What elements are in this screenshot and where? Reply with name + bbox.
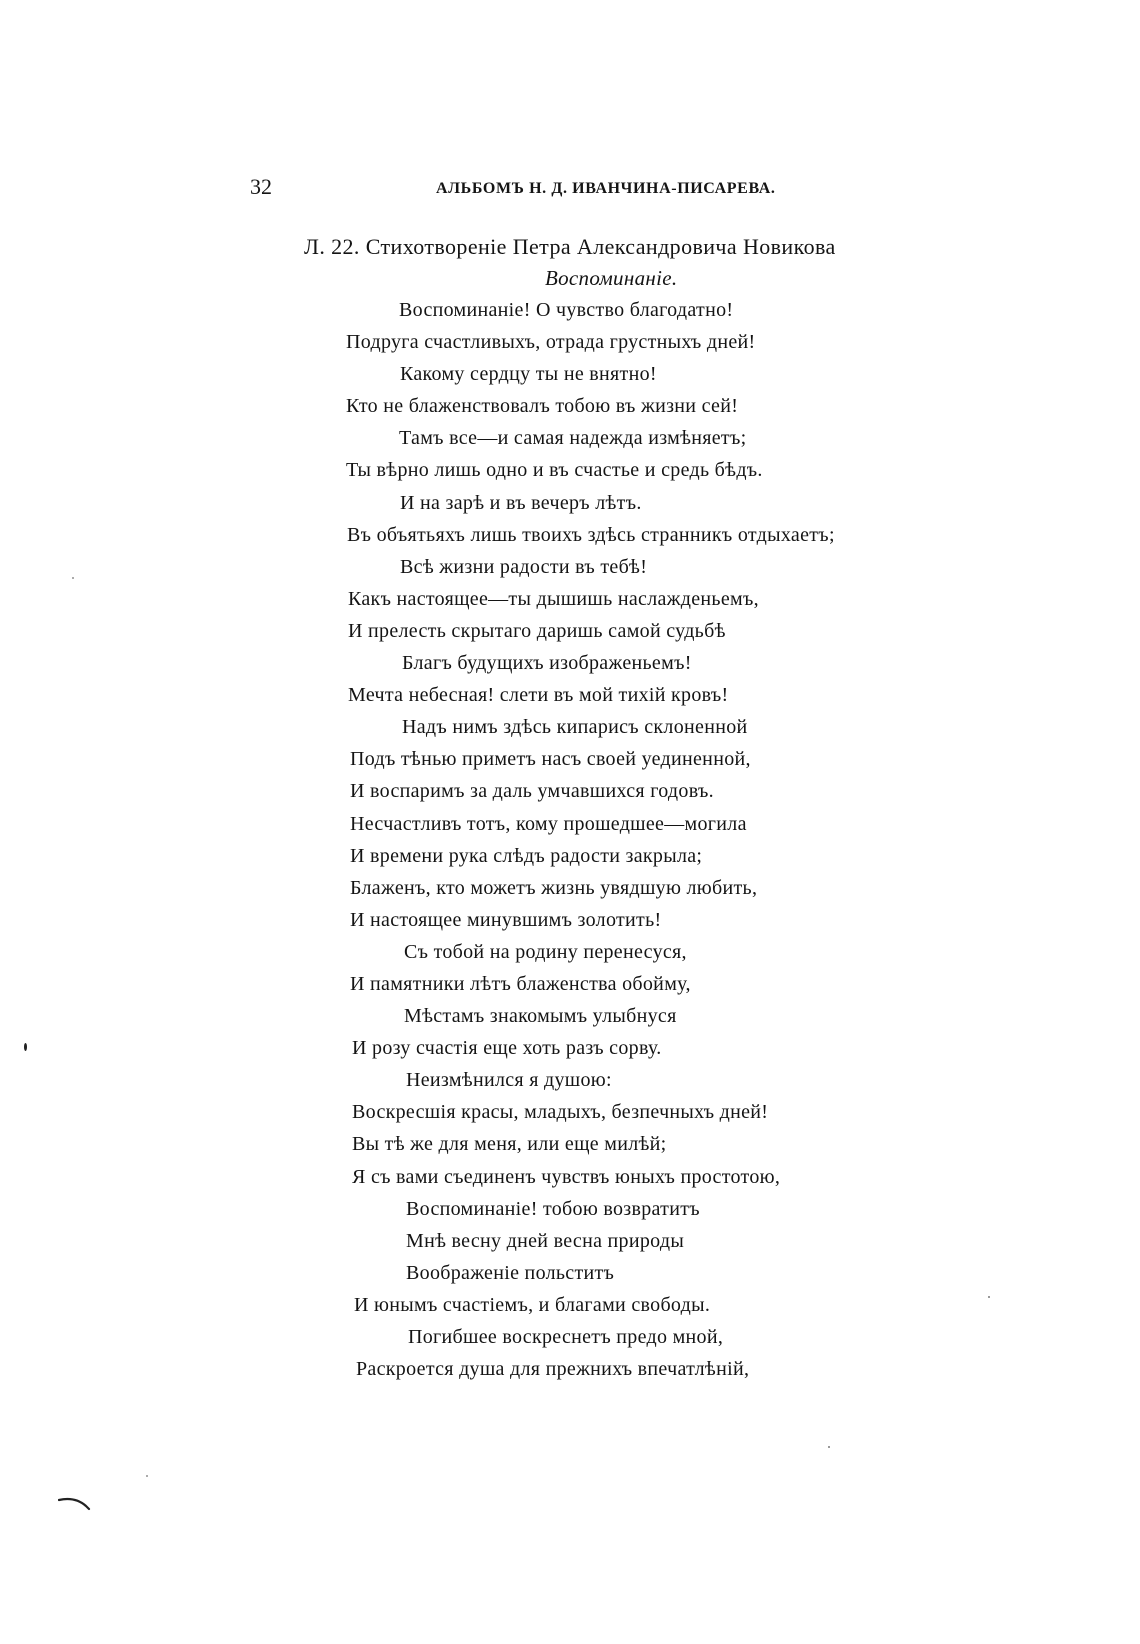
verse-line: И розу счастія еще хоть разъ сорву. (352, 1037, 662, 1060)
verse-line: Погибшее воскреснетъ предо мной, (408, 1326, 724, 1348)
verse-line: И времени рука слѣдъ радости закрыла; (350, 844, 703, 867)
entry-heading: Л. 22. Стихотвореніе Петра Александровича Новикова (304, 234, 836, 259)
verse-line: Съ тобой на родину перенесуся, (404, 940, 687, 963)
page-number: 32 (250, 174, 272, 199)
verse-line: Въ объятьяхъ лишь твоихъ здѣсь странникъ отдыхаетъ; (347, 523, 835, 546)
ink-speck (24, 1043, 27, 1051)
verse-line: Подъ тѣнью приметъ насъ своей уединенной, (350, 748, 751, 771)
verse-line: Кто не блаженствовалъ тобою въ жизни сей! (346, 395, 739, 418)
verse-line: И воспаримъ за даль умчавшихся годовъ. (350, 780, 714, 803)
verse-line: И памятники лѣтъ блаженства обойму, (350, 972, 691, 995)
verse-line: Я съ вами съединенъ чувствъ юныхъ простотою, (352, 1165, 781, 1188)
verse-line: Несчастливъ тотъ, кому прошедшее—могила (350, 812, 747, 835)
verse-line: Надъ нимъ здѣсь кипарисъ склоненной (402, 716, 748, 739)
verse-line: Вы тѣ же для меня, или еще милѣй; (352, 1133, 667, 1156)
verse-line: Воспоминаніе! О чувство благодатно! (399, 299, 734, 321)
ink-speck (72, 577, 74, 579)
verse-line: Раскроется душа для прежнихъ впечатлѣній, (356, 1358, 750, 1381)
poem-verse (0, 294, 1140, 1385)
verse-line: И прелесть скрытаго даришь самой судьбѣ (348, 619, 726, 642)
poem-title: Воспоминаніе. (545, 266, 678, 290)
verse-line: Какъ настоящее—ты дышишь наслажденьемъ, (348, 587, 759, 610)
verse-line: Воображеніе польститъ (406, 1261, 615, 1284)
verse-line: Подруга счастливыхъ, отрада грустныхъ дней! (346, 331, 756, 354)
verse-line: Неизмѣнился я душою: (406, 1069, 612, 1092)
verse-line: Воспоминаніе! тобою возвратитъ (406, 1197, 700, 1220)
verse-line: Мечта небесная! слети въ мой тихій кровъ! (348, 684, 729, 707)
verse-line: Ты вѣрно лишь одно и въ счастье и средь бѣдъ. (346, 459, 763, 482)
verse-line: Блаженъ, кто можетъ жизнь увядшую любить, (350, 876, 758, 899)
verse-line: Какому сердцу ты не внятно! (400, 363, 657, 386)
ink-stroke-mark (58, 1497, 94, 1511)
verse-line: И на зарѣ и въ вечеръ лѣтъ. (400, 491, 642, 514)
ink-speck (828, 1446, 830, 1448)
verse-line: Мнѣ весну дней весна природы (406, 1229, 685, 1252)
verse-line: И настоящее минувшимъ золотить! (350, 908, 662, 931)
verse-line: Всѣ жизни радости въ тебѣ! (400, 555, 648, 578)
verse-line: Воскресшія красы, младыхъ, безпечныхъ дней! (352, 1101, 769, 1124)
running-head: АЛЬБОМЪ Н. Д. ИВАНЧИНА-ПИСАРЕВА. (436, 180, 776, 197)
verse-line: Мѣстамъ знакомымъ улыбнуся (404, 1005, 677, 1028)
verse-line: И юнымъ счастіемъ, и благами свободы. (354, 1293, 711, 1316)
ink-speck (988, 1296, 990, 1298)
verse-line: Благъ будущихъ изображеньемъ! (402, 652, 692, 675)
verse-line: Тамъ все—и самая надежда измѣняетъ; (399, 427, 747, 450)
ink-speck (146, 1475, 148, 1477)
